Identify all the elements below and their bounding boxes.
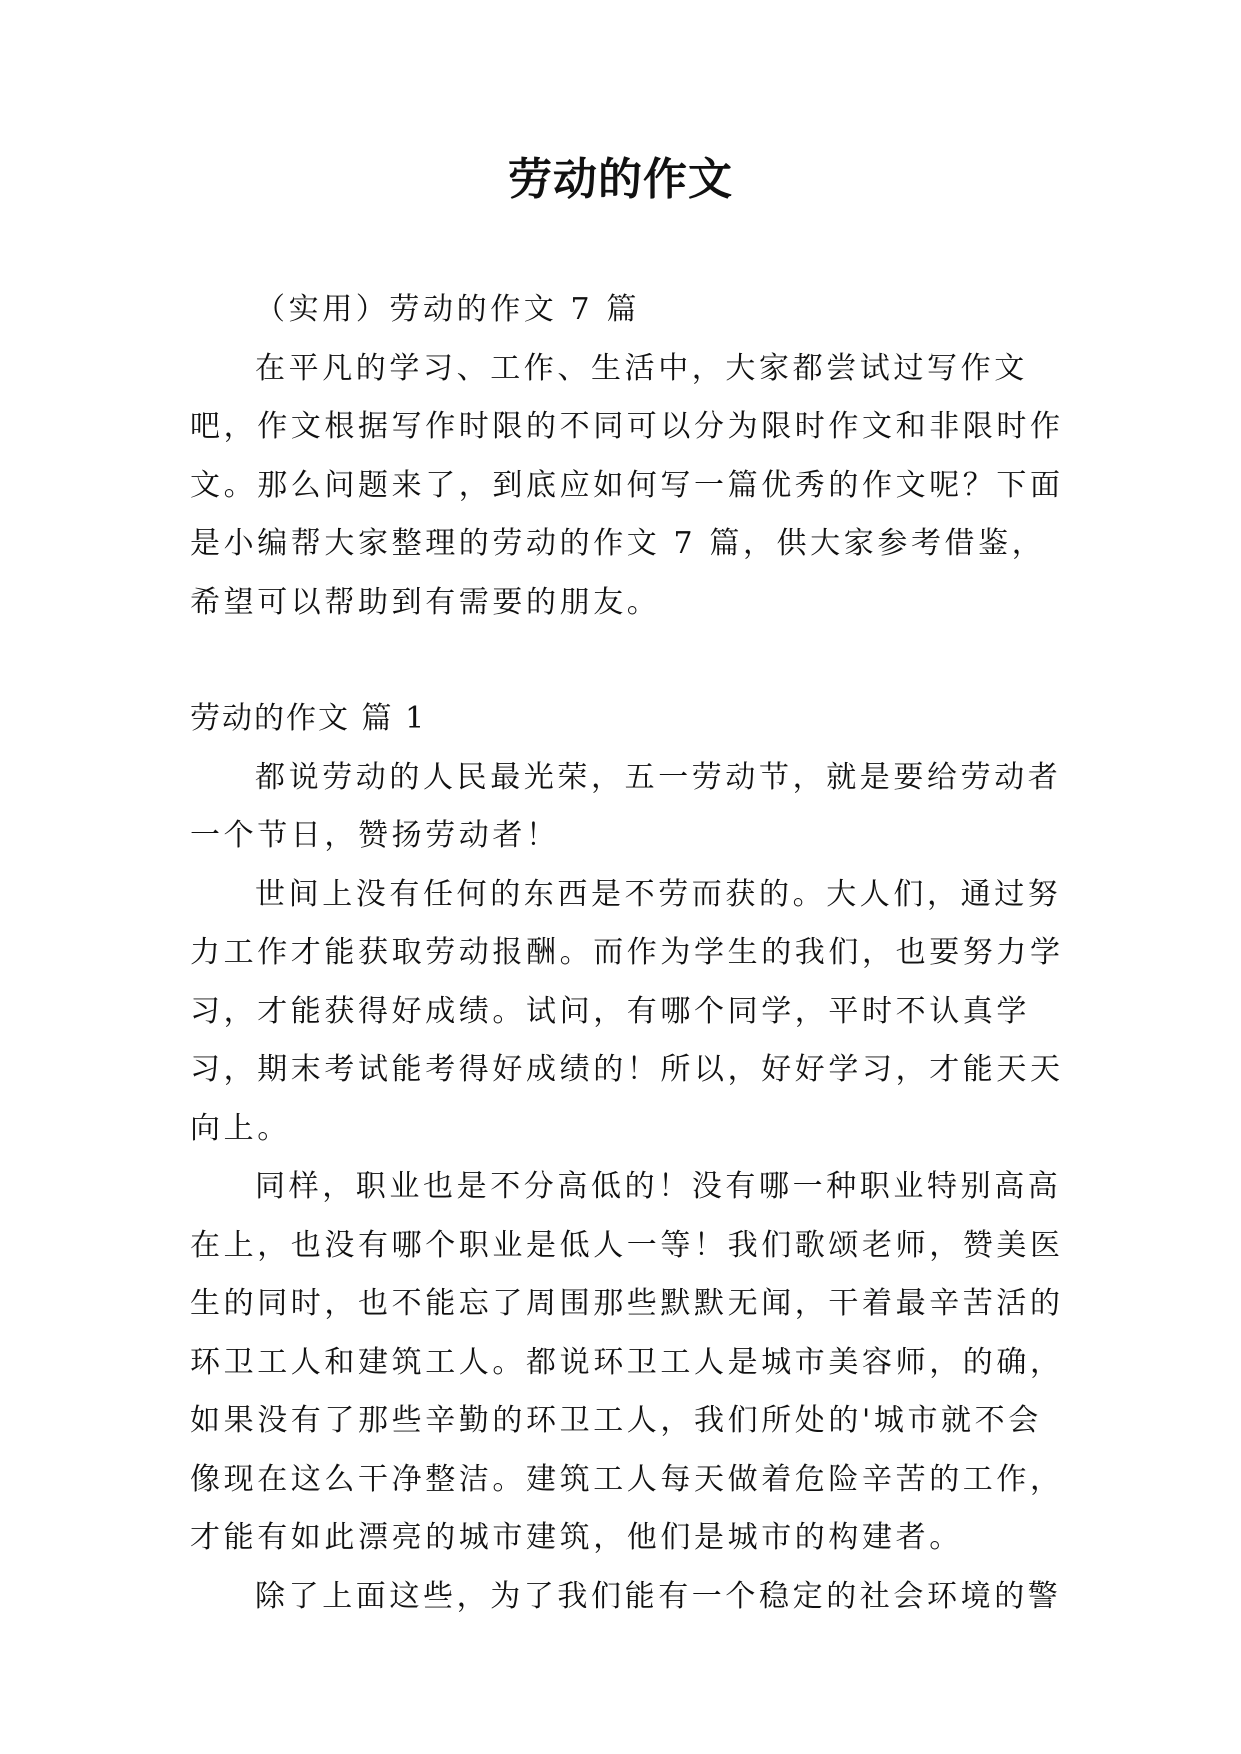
document-subtitle: （实用）劳动的作文 7 篇	[255, 292, 640, 327]
document-body	[190, 281, 1070, 1626]
body-paragraph-4: 除了上面这些，为了我们能有一个稳定的社会环境的警	[255, 1578, 1062, 1614]
intro-paragraph: 在平凡的学习、工作、生活中，大家都尝试过写作文吧，作文根据写作时限的不同可以分为限时作文和非限时作文。那么问题来了，到底应如何写一篇优秀的作文呢？下面是小编帮大家整理的劳动的作文 7 篇，供大家参考借鉴，希望可以帮助到有需要的朋友。	[190, 350, 1064, 620]
document-title: 劳动的作文	[508, 154, 733, 205]
body-paragraph-3: 同样，职业也是不分高低的！没有哪一种职业特别高高在上，也没有哪个职业是低人一等！我们歌颂老师，赞美医生的同时，也不能忘了周围那些默默无闻，干着最辛苦活的环卫工人和建筑工人。都说环卫工人是城市美容师，的确，如果没有了那些辛勤的环卫工人，我们所处的'城市就不会像现在这么干净整洁。建筑工人每天做着危险辛苦的工作，才能有如此漂亮的城市建筑，他们是城市的构建者。	[190, 1169, 1064, 1555]
body-paragraph-1: 都说劳动的人民最光荣，五一劳动节，就是要给劳动者一个节日，赞扬劳动者！	[190, 759, 1062, 853]
section-heading: 劳动的作文 篇 1	[190, 701, 427, 736]
body-paragraph-2: 世间上没有任何的东西是不劳而获的。大人们，通过努力工作才能获取劳动报酬。而作为学生的我们，也要努力学习，才能获得好成绩。试问，有哪个同学，平时不认真学习，期末考试能考得好成绩的！所以，好好学习，才能天天向上。	[190, 876, 1064, 1146]
